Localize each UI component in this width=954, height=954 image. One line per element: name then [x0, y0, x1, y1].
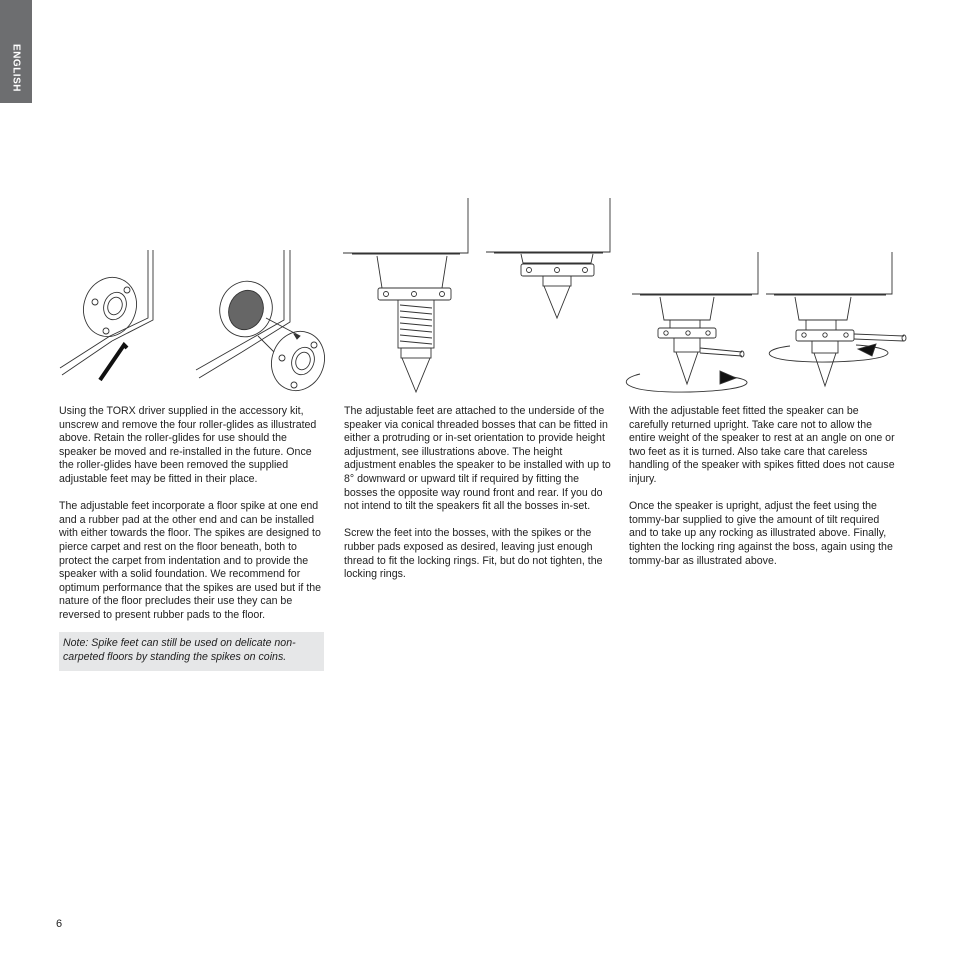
- note-text: Note: Spike feet can still be used on delicate non-carpeted floors by standing the spikes on coins.: [63, 637, 296, 663]
- note-box: [59, 632, 324, 671]
- illustration-tighten-ring: [766, 252, 906, 386]
- column-2: [344, 405, 612, 595]
- col2-paragraph-1: The adjustable feet are attached to the underside of the speaker via conical threaded bosses that can be fitted in either a protruding or in-set orientation to provide height adjustment, see illustrations above. The height adjustment enables the speaker to be installed with up to 8° downward or upward tilt if required by fitting the bosses the opposite way round front and rear. If you do not intend to tilt the speakers fit all the bosses in-set.: [344, 405, 611, 513]
- col3-paragraph-2: Once the speaker is upright, adjust the feet using the tommy-bar supplied to give the amount of tilt required and to take up any rocking as illustrated above. Finally, tighten the locking ring against the boss, again using the tommy-bar as illustrated above.: [629, 500, 893, 567]
- illustrations: [0, 0, 954, 400]
- column-3: [629, 405, 897, 582]
- illustration-glide-removed: [196, 250, 333, 398]
- language-tab-label: ENGLISH: [10, 44, 22, 92]
- illustration-adjust-tilt: [626, 252, 758, 392]
- col1-paragraph-1: Using the TORX driver supplied in the accessory kit, unscrew and remove the four roller-glides as illustrated above. Retain the roller-glides for use should the speaker be moved and re-installed in the future. Once the roller-glides have been removed the supplied adjustable feet may be fitted in their place.: [59, 405, 317, 485]
- col3-paragraph-1: With the adjustable feet fitted the speaker can be carefully returned upright. Take care not to allow the entire weight of the speaker to rest at an angle on one or two feet as it is turned. Also take care that careless handling of the speaker with spikes fitted does not cause injury.: [629, 405, 895, 485]
- column-1: [59, 405, 327, 671]
- col2-paragraph-2: Screw the feet into the bosses, with the spikes or the rubber pads exposed as desired, leaving just enough thread to fit the locking rings. Fit, but do not tighten, the locking rings.: [344, 527, 603, 581]
- illustration-inset-boss: [486, 198, 610, 318]
- illustration-remove-glide: [60, 250, 153, 380]
- col1-paragraph-2: The adjustable feet incorporate a floor spike at one end and a rubber pad at the other end and can be installed with either towards the floor. The spikes are designed to pierce carpet and rest on the floor beneath, both to protect the carpet from indentation and to provide the speaker with a solid foundation. We recommend for optimum performance that the spikes are used but if the nature of the floor precludes their use they can be reversed to present rubber pads to the floor.: [59, 500, 322, 621]
- illustration-protruding-boss: [343, 198, 468, 392]
- page-number: 6: [56, 918, 63, 930]
